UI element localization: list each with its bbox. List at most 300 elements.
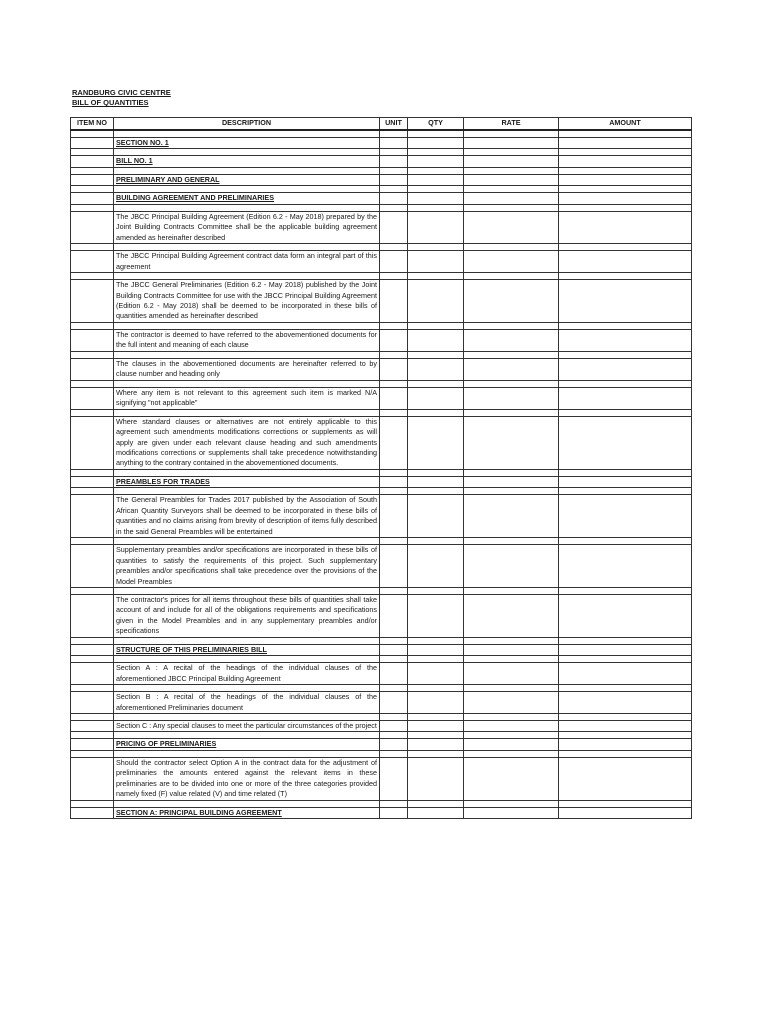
description-cell: PRELIMINARY AND GENERAL (114, 174, 380, 185)
rate-cell (464, 587, 559, 594)
spacer-row (71, 149, 692, 156)
rate-cell (464, 387, 559, 409)
amount-cell (559, 721, 692, 732)
description-cell (114, 167, 380, 174)
description-cell: The contractor is deemed to have referred to the abovementioned documents for the full intent and meaning of each clause (114, 329, 380, 351)
rate-cell (464, 211, 559, 243)
table-row (71, 545, 692, 588)
unit-cell (380, 351, 408, 358)
qty-cell (408, 495, 464, 538)
description-cell (114, 273, 380, 280)
description-cell: PREAMBLES FOR TRADES (114, 476, 380, 487)
item-no-cell (71, 721, 114, 732)
item-no-cell (71, 273, 114, 280)
item-no-cell (71, 663, 114, 685)
amount-cell (559, 193, 692, 204)
description-cell: Where standard clauses or alternatives are not entirely applicable to this agreement such amendments modifications corrections or supplements as will apply are given under each relevant clause heading and such amendments modifications corrections or supplements shall take precedence notwithstanding anything to the contrary contained in the abovementioned documents. (114, 416, 380, 469)
item-no-cell (71, 244, 114, 251)
rate-cell (464, 204, 559, 211)
qty-cell (408, 409, 464, 416)
qty-cell (408, 476, 464, 487)
description-cell: The JBCC Principal Building Agreement (Edition 6.2 - May 2018) prepared by the Joint Building Contracts Committee shall be the applicable building agreement amended as hereinafter described (114, 211, 380, 243)
description-cell: The JBCC General Preliminaries (Edition 6.2 - May 2018) published by the Joint Building Contracts Committee for use with the JBCC Principal Building Agreement (Edition 6.2 - May 2018) shall be deemed to be incorporated in these bills of quantities amended as hereinafter described (114, 280, 380, 323)
item-no-cell (71, 130, 114, 138)
item-no-cell (71, 358, 114, 380)
description-cell: BUILDING AGREEMENT AND PRELIMINARIES (114, 193, 380, 204)
rate-cell (464, 476, 559, 487)
item-no-cell (71, 416, 114, 469)
amount-cell (559, 358, 692, 380)
description-cell: Where any item is not relevant to this agreement such item is marked N/A signifying "not applicable" (114, 387, 380, 409)
spacer-row (71, 469, 692, 476)
amount-cell (559, 739, 692, 750)
description-cell (114, 685, 380, 692)
table-row (71, 156, 692, 167)
unit-cell (380, 469, 408, 476)
qty-cell (408, 663, 464, 685)
qty-cell (408, 149, 464, 156)
rate-cell (464, 807, 559, 818)
description-cell (114, 380, 380, 387)
rate-cell (464, 273, 559, 280)
qty-cell (408, 211, 464, 243)
rate-cell (464, 545, 559, 588)
unit-cell (380, 167, 408, 174)
description-cell: Supplementary preambles and/or specifications are incorporated in these bills of quantities to satisfy the requirements of this project. Such supplementary preambles and/or specifications shall take precedence over the provisions of the Model Preambles (114, 545, 380, 588)
item-no-cell (71, 211, 114, 243)
rate-cell (464, 244, 559, 251)
description-cell: The clauses in the abovementioned documents are hereinafter referred to by clause number and heading only (114, 358, 380, 380)
qty-cell (408, 416, 464, 469)
qty-cell (408, 488, 464, 495)
unit-cell (380, 545, 408, 588)
spacer-row (71, 322, 692, 329)
rate-cell (464, 685, 559, 692)
qty-cell (408, 138, 464, 149)
unit-cell (380, 322, 408, 329)
amount-cell (559, 251, 692, 273)
unit-cell (380, 495, 408, 538)
unit-cell (380, 193, 408, 204)
amount-cell (559, 244, 692, 251)
amount-cell (559, 692, 692, 714)
amount-cell (559, 538, 692, 545)
rate-cell (464, 416, 559, 469)
unit-cell (380, 186, 408, 193)
table-row (71, 251, 692, 273)
item-no-cell (71, 476, 114, 487)
table-row (71, 692, 692, 714)
bill-of-quantities-table (70, 117, 692, 819)
table-row (71, 495, 692, 538)
amount-cell (559, 329, 692, 351)
rate-cell (464, 380, 559, 387)
unit-cell (380, 757, 408, 800)
item-no-cell (71, 545, 114, 588)
rate-cell (464, 656, 559, 663)
amount-cell (559, 714, 692, 721)
qty-cell (408, 358, 464, 380)
item-no-cell (71, 186, 114, 193)
amount-cell (559, 204, 692, 211)
qty-cell (408, 130, 464, 138)
amount-cell (559, 685, 692, 692)
amount-cell (559, 594, 692, 637)
qty-cell (408, 329, 464, 351)
rate-cell (464, 156, 559, 167)
item-no-cell (71, 637, 114, 644)
description-cell: The JBCC Principal Building Agreement contract data form an integral part of this agreement (114, 251, 380, 273)
amount-cell (559, 380, 692, 387)
item-no-cell (71, 251, 114, 273)
table-row (71, 644, 692, 655)
item-no-cell (71, 594, 114, 637)
amount-cell (559, 409, 692, 416)
item-no-cell (71, 409, 114, 416)
item-no-cell (71, 280, 114, 323)
column-header-description: DESCRIPTION (114, 118, 380, 131)
column-header-amount: AMOUNT (559, 118, 692, 131)
amount-cell (559, 138, 692, 149)
amount-cell (559, 273, 692, 280)
amount-cell (559, 156, 692, 167)
rate-cell (464, 739, 559, 750)
item-no-cell (71, 322, 114, 329)
rate-cell (464, 637, 559, 644)
rate-cell (464, 721, 559, 732)
table-row (71, 476, 692, 487)
unit-cell (380, 739, 408, 750)
unit-cell (380, 204, 408, 211)
spacer-row (71, 409, 692, 416)
qty-cell (408, 156, 464, 167)
rate-cell (464, 138, 559, 149)
table-row (71, 280, 692, 323)
amount-cell (559, 167, 692, 174)
document-title: BILL OF QUANTITIES (72, 98, 149, 107)
qty-cell (408, 637, 464, 644)
unit-cell (380, 476, 408, 487)
unit-cell (380, 211, 408, 243)
description-cell (114, 800, 380, 807)
table-row (71, 358, 692, 380)
item-no-cell (71, 204, 114, 211)
amount-cell (559, 488, 692, 495)
unit-cell (380, 174, 408, 185)
table-row (71, 663, 692, 685)
qty-cell (408, 545, 464, 588)
qty-cell (408, 322, 464, 329)
qty-cell (408, 800, 464, 807)
table-row (71, 594, 692, 637)
unit-cell (380, 251, 408, 273)
description-cell: PRICING OF PRELIMINARIES (114, 739, 380, 750)
unit-cell (380, 244, 408, 251)
item-no-cell (71, 807, 114, 818)
description-cell (114, 244, 380, 251)
qty-cell (408, 656, 464, 663)
qty-cell (408, 721, 464, 732)
unit-cell (380, 656, 408, 663)
qty-cell (408, 685, 464, 692)
unit-cell (380, 538, 408, 545)
description-cell (114, 322, 380, 329)
rate-cell (464, 322, 559, 329)
unit-cell (380, 280, 408, 323)
item-no-cell (71, 750, 114, 757)
rate-cell (464, 714, 559, 721)
item-no-cell (71, 174, 114, 185)
amount-cell (559, 186, 692, 193)
qty-cell (408, 244, 464, 251)
description-cell (114, 130, 380, 138)
qty-cell (408, 594, 464, 637)
amount-cell (559, 637, 692, 644)
column-header-unit: UNIT (380, 118, 408, 131)
amount-cell (559, 663, 692, 685)
description-cell: SECTION NO. 1 (114, 138, 380, 149)
item-no-cell (71, 167, 114, 174)
rate-cell (464, 644, 559, 655)
amount-cell (559, 280, 692, 323)
amount-cell (559, 587, 692, 594)
unit-cell (380, 800, 408, 807)
rate-cell (464, 469, 559, 476)
item-no-cell (71, 685, 114, 692)
table-row (71, 416, 692, 469)
item-no-cell (71, 380, 114, 387)
qty-cell (408, 807, 464, 818)
rate-cell (464, 280, 559, 323)
amount-cell (559, 732, 692, 739)
unit-cell (380, 721, 408, 732)
description-cell (114, 750, 380, 757)
description-cell: STRUCTURE OF THIS PRELIMINARIES BILL (114, 644, 380, 655)
unit-cell (380, 358, 408, 380)
unit-cell (380, 644, 408, 655)
item-no-cell (71, 469, 114, 476)
description-cell: Should the contractor select Option A in the contract data for the adjustment of preliminaries the amounts entered against the relevant items in these preliminaries are to be divided into one or more of the three categories provided namely fixed (F) value related (V) and time related (T) (114, 757, 380, 800)
column-header-rate: RATE (464, 118, 559, 131)
spacer-row (71, 685, 692, 692)
table-row (71, 387, 692, 409)
spacer-row (71, 732, 692, 739)
qty-cell (408, 732, 464, 739)
rate-cell (464, 351, 559, 358)
unit-cell (380, 807, 408, 818)
table-row (71, 739, 692, 750)
unit-cell (380, 149, 408, 156)
description-cell: The General Preambles for Trades 2017 published by the Association of South African Quantity Surveyors shall be deemed to be incorporated in these bills of quantities and no claims arising from brevity of description of items fully described in the said General Preambles will be entertained (114, 495, 380, 538)
document-header (72, 88, 171, 108)
description-cell: SECTION A: PRINCIPAL BUILDING AGREEMENT (114, 807, 380, 818)
amount-cell (559, 130, 692, 138)
description-cell (114, 637, 380, 644)
unit-cell (380, 750, 408, 757)
spacer-row (71, 130, 692, 138)
rate-cell (464, 149, 559, 156)
rate-cell (464, 757, 559, 800)
unit-cell (380, 663, 408, 685)
amount-cell (559, 757, 692, 800)
amount-cell (559, 322, 692, 329)
unit-cell (380, 637, 408, 644)
spacer-row (71, 656, 692, 663)
table-row (71, 211, 692, 243)
qty-cell (408, 739, 464, 750)
rate-cell (464, 186, 559, 193)
description-cell (114, 186, 380, 193)
description-cell: The contractor's prices for all items throughout these bills of quantities shall take account of and include for all of the obligations requirements and specifications given in the Model Preambles and in any supplementary preambles and/or specifications (114, 594, 380, 637)
project-title: RANDBURG CIVIC CENTRE (72, 88, 171, 97)
description-cell (114, 204, 380, 211)
spacer-row (71, 750, 692, 757)
qty-cell (408, 280, 464, 323)
description-cell (114, 488, 380, 495)
unit-cell (380, 714, 408, 721)
table-row (71, 193, 692, 204)
amount-cell (559, 149, 692, 156)
table-row (71, 174, 692, 185)
unit-cell (380, 488, 408, 495)
spacer-row (71, 538, 692, 545)
rate-cell (464, 329, 559, 351)
rate-cell (464, 495, 559, 538)
rate-cell (464, 358, 559, 380)
table-row (71, 138, 692, 149)
table-row (71, 329, 692, 351)
item-no-cell (71, 800, 114, 807)
table-row (71, 757, 692, 800)
rate-cell (464, 800, 559, 807)
unit-cell (380, 594, 408, 637)
description-cell (114, 714, 380, 721)
item-no-cell (71, 488, 114, 495)
amount-cell (559, 351, 692, 358)
amount-cell (559, 211, 692, 243)
rate-cell (464, 174, 559, 185)
rate-cell (464, 692, 559, 714)
qty-cell (408, 186, 464, 193)
item-no-cell (71, 757, 114, 800)
unit-cell (380, 329, 408, 351)
spacer-row (71, 587, 692, 594)
spacer-row (71, 204, 692, 211)
unit-cell (380, 380, 408, 387)
spacer-row (71, 800, 692, 807)
spacer-row (71, 167, 692, 174)
qty-cell (408, 204, 464, 211)
table-body (71, 130, 692, 819)
spacer-row (71, 351, 692, 358)
unit-cell (380, 587, 408, 594)
qty-cell (408, 750, 464, 757)
description-cell (114, 469, 380, 476)
qty-cell (408, 757, 464, 800)
rate-cell (464, 732, 559, 739)
table-row (71, 721, 692, 732)
description-cell: BILL NO. 1 (114, 156, 380, 167)
amount-cell (559, 387, 692, 409)
unit-cell (380, 409, 408, 416)
item-no-cell (71, 329, 114, 351)
description-cell: Section C : Any special clauses to meet the particular circumstances of the project (114, 721, 380, 732)
item-no-cell (71, 692, 114, 714)
item-no-cell (71, 149, 114, 156)
spacer-row (71, 186, 692, 193)
rate-cell (464, 130, 559, 138)
amount-cell (559, 656, 692, 663)
qty-cell (408, 251, 464, 273)
amount-cell (559, 644, 692, 655)
item-no-cell (71, 138, 114, 149)
item-no-cell (71, 156, 114, 167)
table-row (71, 807, 692, 818)
qty-cell (408, 167, 464, 174)
amount-cell (559, 476, 692, 487)
table-header-row (71, 118, 692, 131)
qty-cell (408, 174, 464, 185)
qty-cell (408, 587, 464, 594)
column-header-item-no: ITEM NO (71, 118, 114, 131)
spacer-row (71, 273, 692, 280)
rate-cell (464, 663, 559, 685)
description-cell (114, 149, 380, 156)
spacer-row (71, 488, 692, 495)
unit-cell (380, 416, 408, 469)
unit-cell (380, 138, 408, 149)
qty-cell (408, 692, 464, 714)
description-cell (114, 538, 380, 545)
description-cell (114, 732, 380, 739)
item-no-cell (71, 739, 114, 750)
spacer-row (71, 244, 692, 251)
qty-cell (408, 469, 464, 476)
amount-cell (559, 495, 692, 538)
item-no-cell (71, 538, 114, 545)
unit-cell (380, 387, 408, 409)
unit-cell (380, 732, 408, 739)
qty-cell (408, 387, 464, 409)
unit-cell (380, 273, 408, 280)
rate-cell (464, 409, 559, 416)
amount-cell (559, 469, 692, 476)
amount-cell (559, 750, 692, 757)
amount-cell (559, 174, 692, 185)
item-no-cell (71, 587, 114, 594)
item-no-cell (71, 732, 114, 739)
item-no-cell (71, 387, 114, 409)
qty-cell (408, 273, 464, 280)
qty-cell (408, 380, 464, 387)
rate-cell (464, 193, 559, 204)
qty-cell (408, 351, 464, 358)
rate-cell (464, 251, 559, 273)
column-header-qty: QTY (408, 118, 464, 131)
rate-cell (464, 594, 559, 637)
unit-cell (380, 685, 408, 692)
qty-cell (408, 193, 464, 204)
qty-cell (408, 714, 464, 721)
unit-cell (380, 156, 408, 167)
qty-cell (408, 538, 464, 545)
amount-cell (559, 800, 692, 807)
rate-cell (464, 488, 559, 495)
item-no-cell (71, 495, 114, 538)
item-no-cell (71, 351, 114, 358)
item-no-cell (71, 656, 114, 663)
rate-cell (464, 750, 559, 757)
